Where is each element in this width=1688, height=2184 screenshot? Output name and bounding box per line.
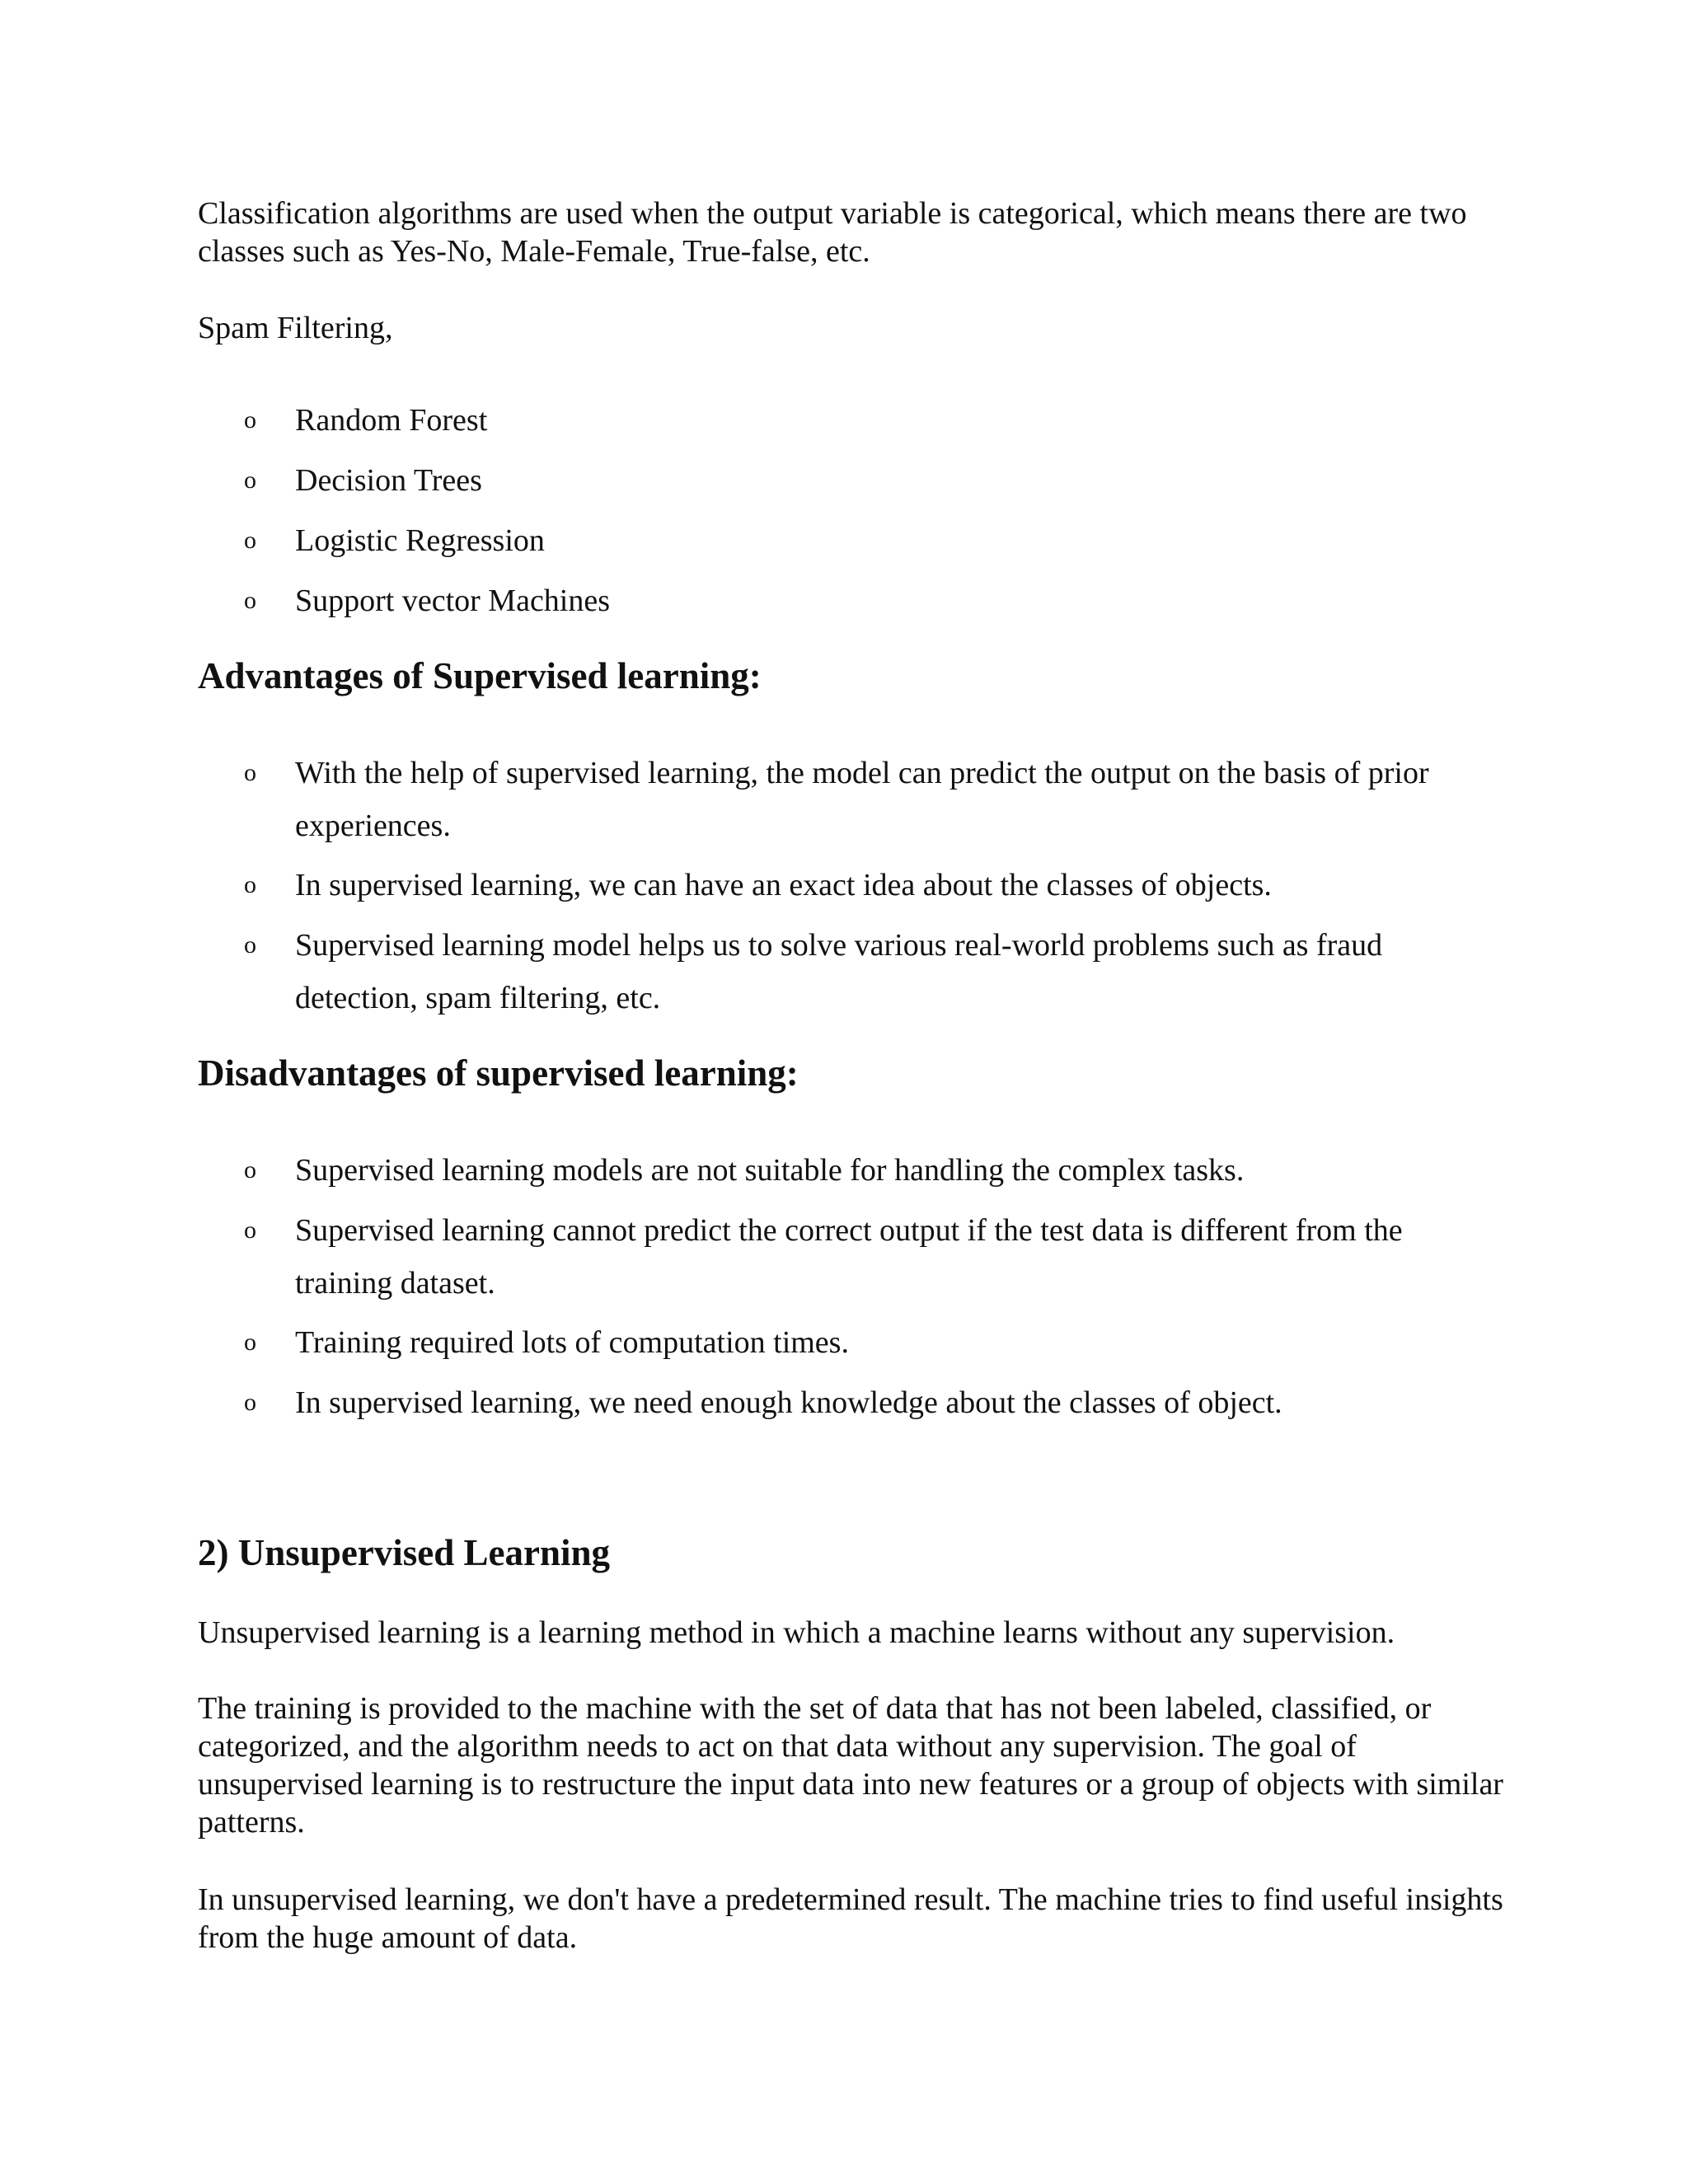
spam-filtering-example: Spam Filtering, [198, 311, 393, 345]
list-bullet: o [244, 1329, 256, 1356]
unsupervised-paragraph-1: Unsupervised learning is a learning method in which a machine learns without any supervision. [198, 1615, 1395, 1650]
list-bullet: o [244, 406, 256, 434]
list-item: In supervised learning, we need enough knowledge about the classes of object. [295, 1385, 1282, 1420]
unsupervised-paragraph-3: In unsupervised learning, we don't have a predetermined result. The machine tries to find useful insights from the huge amount of data. [198, 1882, 1503, 1955]
disadvantages-heading: Disadvantages of supervised learning: [198, 1052, 799, 1094]
list-item: Supervised learning models are not suitable for handling the complex tasks. [295, 1153, 1245, 1188]
list-bullet: o [244, 759, 256, 786]
list-bullet: o [244, 466, 256, 494]
list-item: Support vector Machines [295, 583, 611, 618]
unsupervised-heading: 2) Unsupervised Learning [198, 1532, 611, 1573]
list-item: Training required lots of computation times. [295, 1325, 849, 1360]
classification-paragraph: Classification algorithms are used when the output variable is categorical, which means there are two classes such as Yes-No, Male-Female, True-false, etc. [198, 196, 1467, 269]
advantages-heading: Advantages of Supervised learning: [198, 655, 762, 696]
unsupervised-paragraph-2: The training is provided to the machine with the set of data that has not been labeled, classified, or categorized, and the algorithm needs to act on that data without any supervision. The goal of unsupervised learning is to restructure the input data into new features or a group of objects with similar patterns. [198, 1691, 1503, 1840]
list-bullet: o [244, 1389, 256, 1416]
list-bullet: o [244, 1156, 256, 1183]
list-bullet: o [244, 931, 256, 958]
list-item: Supervised learning cannot predict the correct output if the test data is different from the training dataset. [295, 1213, 1403, 1301]
list-item: With the help of supervised learning, the model can predict the output on the basis of prior experiences. [295, 756, 1429, 843]
list-item: Logistic Regression [295, 523, 545, 558]
list-item: Random Forest [295, 403, 488, 438]
list-bullet: o [244, 587, 256, 614]
list-item: Decision Trees [295, 463, 482, 498]
list-bullet: o [244, 871, 256, 898]
list-bullet: o [244, 1216, 256, 1244]
list-item: In supervised learning, we can have an exact idea about the classes of objects. [295, 868, 1272, 902]
list-item: Supervised learning model helps us to solve various real-world problems such as fraud detection, spam filtering, etc. [295, 928, 1383, 1015]
list-bullet: o [244, 527, 256, 554]
